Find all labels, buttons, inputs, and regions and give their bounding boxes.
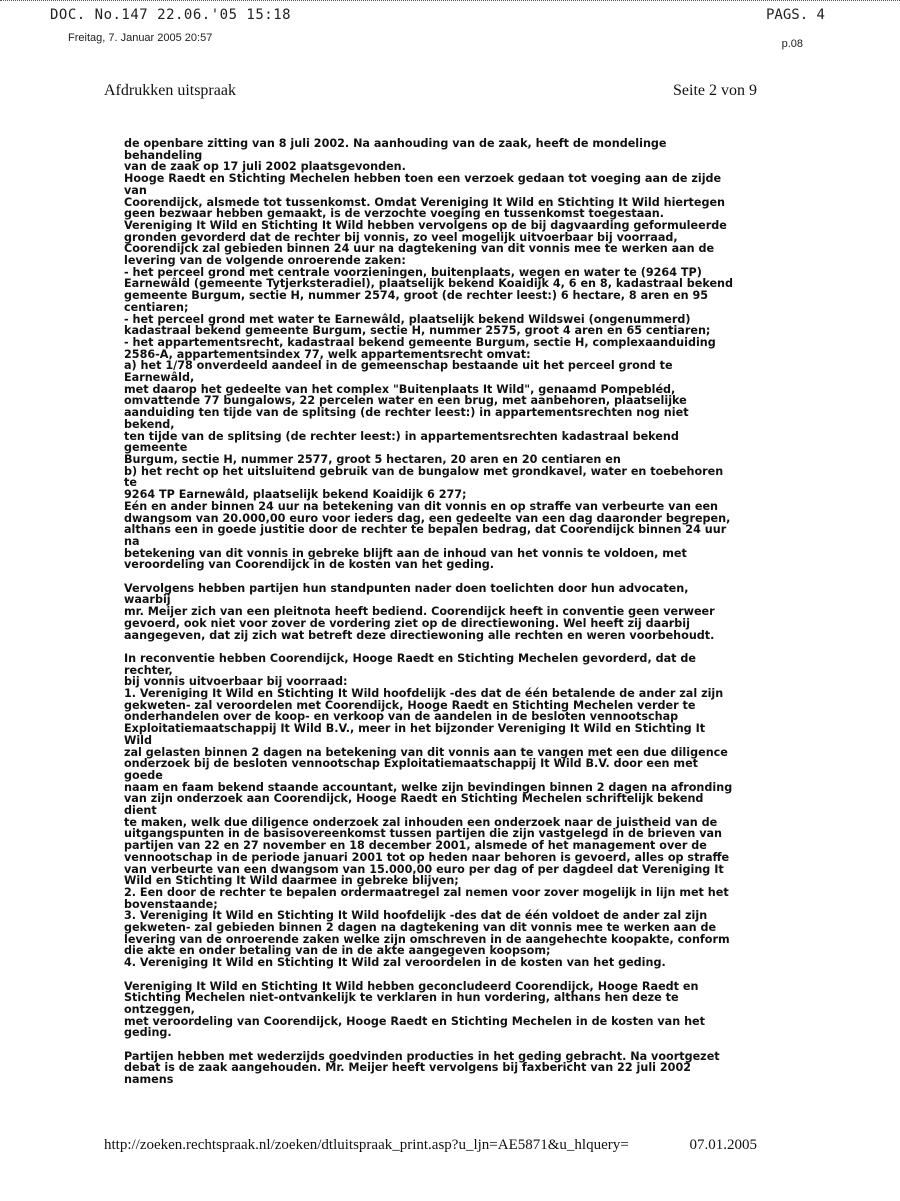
fax-page-count: PAGS. 4 [765, 7, 825, 23]
paragraph-producties: Partijen hebben met wederzijds goedvinden producties in het geding gebracht. Na voortgezet debat is de zaak aangehouden. Mr. Meijer heeft vervolgens bij faxbericht van 22 juli 2002 namens [124, 1049, 720, 1087]
print-page-indicator: Seite 2 von 9 [673, 82, 757, 99]
paragraph-conclusie: Vereniging It Wild en Stichting It Wild hebben geconcludeerd Coorendijck, Hooge Raedt en Stichting Mechelen niet-ontvankelijk te verklaren in hun vordering, althans hen deze te ontzeggen, met veroordeling van Coorendijck, Hooge Raedt en Stichting Mechelen in de kosten van het geding. [124, 979, 705, 1040]
print-title: Afdrukken uitspraak [104, 82, 236, 99]
paragraph-conventie: de openbare zitting van 8 juli 2002. Na aanhouding van de zaak, heeft de mondelinge behandeling van de zaak op 17 juli 2002 plaatsgevonden. Hooge Raedt en Stichting Mechelen hebben toen een verzoek gedaan tot voeging aan de zijde van Coorendijck, alsmede tot tussenkomst. Omdat Vereniging It Wild en Stichting It Wild hiertegen geen bezwaar hebben gemaakt, is de verzochte voeging en tussenkomst toegestaan. Vereniging It Wild en Stichting It Wild hebben vervolgens op de bij dagvaarding geformuleerde gronden gevorderd dat de rechter bij vonnis, zo veel mogelijk uitvoerbaar bij voorraad, Coorendijck zal gebieden binnen 24 uur na dagtekening van dit vonnis mee te werken aan de levering van de volgende onroerende zaken: - het perceel grond met centrale voorzieningen, buitenplaats, wegen en water te (9264 TP) Earnewâld (gemeente Tytjerksteradiel), plaatselijk bekend Koaidijk 4, 6 en 8, kadastraal bekend gemeente Burgum, sectie H, nummer 2574, groot (de rechter leest:) 6 hectare, 8 aren en 95 centiaren; - het perceel grond met water te Earnewâld, plaatselijk bekend Wildswei (ongenummerd) kadastraal bekend gemeente Burgum, sectie H, nummer 2575, groot 4 aren en 65 centiaren; - het appartementsrecht, kadastraal bekend gemeente Burgum, sectie H, complexaanduiding 2586-A, appartementsindex 77, welk appartementsrecht omvat: a) het 1/78 onverdeeld aandeel in de gemeenschap bestaande uit het perceel grond te Earnewâld, met daarop het gedeelte van het complex "Buitenplaats It Wild", genaamd Pompebléd, omvattende 77 bungalows, 22 percelen water en een brug, met aanbehoren, plaatselijke aanduiding ten tijde van de splitsing (de rechter leest:) in appartementsrechten nog niet bekend, ten tijde van de splitsing (de rechter leest:) in appartementsrechten kadastraal bekend gemeente Burgum, sectie H, nummer 2577, groot 5 hectaren, 20 aren en 20 centiaren en b) het recht op het uitsluitend gebruik van de bungalow met grondkavel, water en toebehoren te 9264 TP Earnewâld, plaatselijk bekend Koaidijk 6 277; Eén en ander binnen 24 uur na betekening van dit vonnis en op straffe van verbeurte van een dwangsom van 20.000,00 euro voor ieders dag, een gedeelte van een dag daaronder begrepen, althans een in goede justitie door de rechter te bepalen bedrag, dat Coorendijck binnen 24 uur na betekening van dit vonnis in gebreke blijft aan de inhoud van het vonnis te voldoen, met veroordeling van Coorendijck in de kosten van het geding. [124, 137, 734, 572]
paragraph-reconventie: In reconventie hebben Coorendijck, Hooge Raedt en Stichting Mechelen gevorderd, dat de rechter, bij vonnis uitvoerbaar bij voorraad: 1. Vereniging It Wild en Stichting It Wild hoofdelijk -des dat de één betalende de ander zal zijn gekweten- zal veroordelen met Coorendijck, Hooge Raedt en Stichting Mechelen verder te onderhandelen over de koop- en verkoop van de aandelen in de besloten vennootschap Exploitatiemaatschappij It Wild B.V., meer in het bijzonder Vereniging It Wild en Stichting It Wild zal gelasten binnen 2 dagen na betekening van dit vonnis aan te vangen met een due diligence onderzoek bij de besloten vennootschap Exploitatiemaatschappij It Wild B.V. door een met goede naam en faam bekend staande accountant, welke zijn bevindingen binnen 2 dagen na afronding van zijn onderzoek aan Coorendijck, Hooge Raedt en Stichting Mechelen schriftelijk bekend dient te maken, welk due diligence onderzoek zal inhouden een onderzoek naar de juistheid van de uitgangspunten in de basisovereenkomst tussen partijen die zijn vastgelegd in de brieven van partijen van 22 en 27 november en 18 december 2001, alsmede of het management over de vennootschap in de periode januari 2001 tot op heden naar behoren is gevoerd, alles op straffe van verbeurte van een dwangsom van 15.000,00 euro per dag of per dagdeel dat Vereniging It Wild en Stichting It Wild daarmee in gebreke blijven; 2. Een door de rechter te bepalen ordermaatregel zal nemen voor zover mogelijk in lijn met het bovenstaande; 3. Vereniging It Wild en Stichting It Wild hoofdelijk -des dat de één voldoet de ander zal zijn gekweten- zal gebieden binnen 2 dagen na dagtekening van dit vonnis mee te werken aan de levering van de onroerende zaken welke zijn omschreven in de aangehechte koopakte, conform die akte en onder betaling van de in de akte aangegeven koopsom; 4. Vereniging It Wild en Stichting It Wild zal veroordelen in de kosten van het geding. [124, 651, 733, 970]
fax-date-stamp: Freitag, 7. Januar 2005 20:57 [68, 32, 213, 44]
fax-top-border [0, 0, 900, 3]
document-body [124, 138, 736, 1098]
footer-date: 07.01.2005 [689, 1137, 757, 1153]
fax-page-number: p.08 [781, 38, 803, 50]
paragraph-standpunten: Vervolgens hebben partijen hun standpunten nader doen toelichten door hun advocaten, waarbij mr. Meijer zich van een pleitnota heeft bediend. Coorendijck heeft in conventie geen verweer gevoerd, ook niet voor zover de vordering ziet op de directiewoning. Wel heeft zij daarbij aangegeven, dat zij zich wat betreft deze directiewoning alle rechten en weren voorbehoudt. [124, 581, 715, 642]
fax-transmission-header: DOC. No.147 22.06.'05 15:18 [50, 7, 292, 23]
footer-url: http://zoeken.rechtspraak.nl/zoeken/dtluitspraak_print.asp?u_ljn=AE5871&u_hlquery= [104, 1137, 629, 1153]
